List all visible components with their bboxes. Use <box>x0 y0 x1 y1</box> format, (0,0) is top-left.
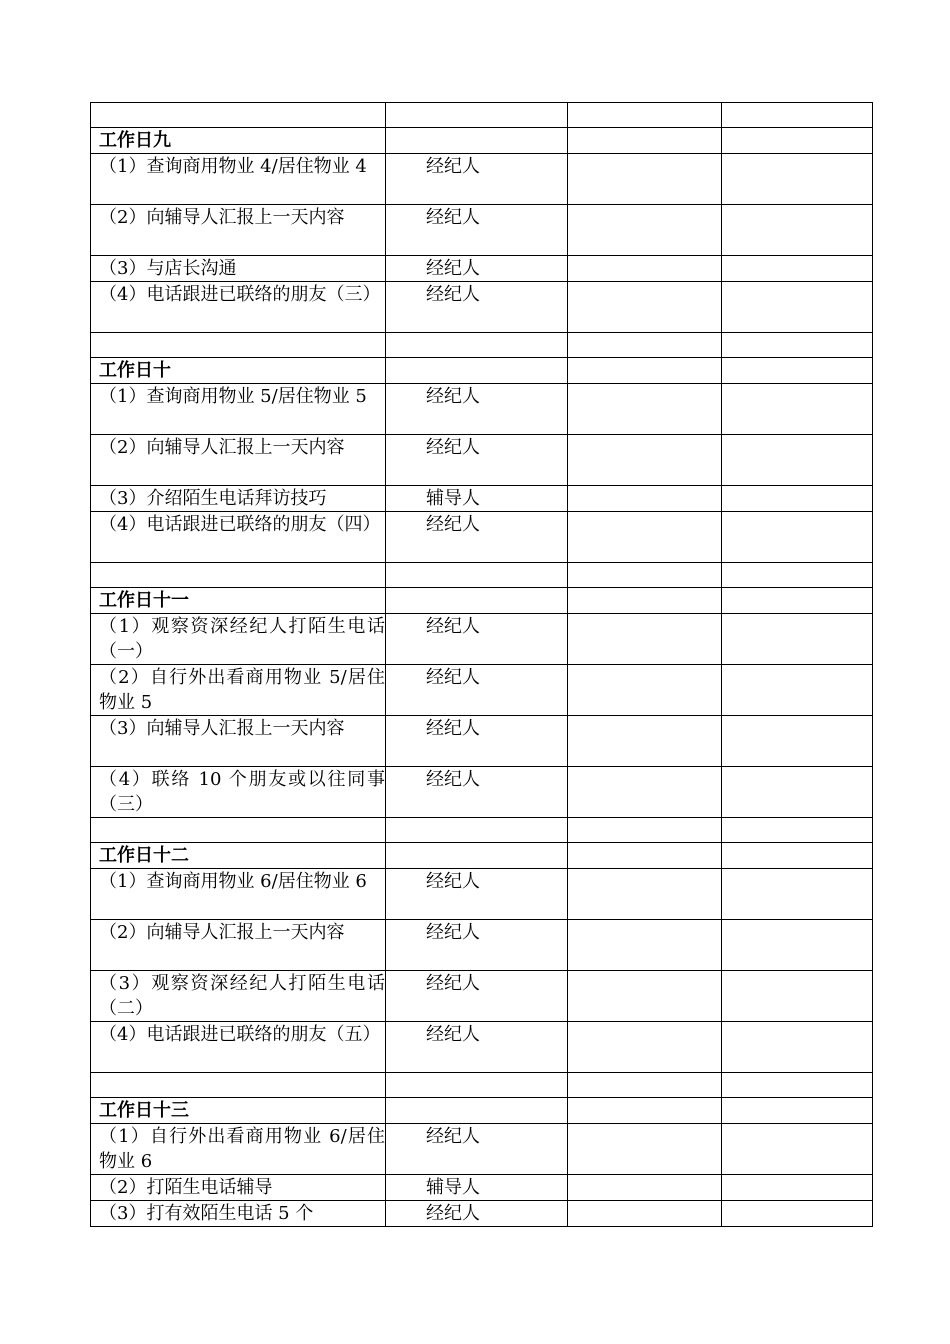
day-title: 工作日九 <box>91 128 386 154</box>
responsible-cell: 经纪人 <box>386 154 568 205</box>
responsible-cell <box>386 128 568 154</box>
responsible-cell: 辅导人 <box>386 1175 568 1201</box>
empty-cell <box>722 384 873 435</box>
task-row <box>91 614 873 665</box>
day-header-row <box>91 588 873 614</box>
empty-cell <box>568 920 722 971</box>
empty-cell <box>568 358 722 384</box>
empty-cell <box>722 563 873 588</box>
empty-cell <box>722 1098 873 1124</box>
schedule-body <box>91 103 873 1227</box>
task-cell: （4）电话跟进已联络的朋友（五） <box>91 1022 386 1073</box>
task-cell: （2）自行外出看商用物业 5/居住物业 5 <box>91 665 386 716</box>
empty-cell <box>568 614 722 665</box>
task-row <box>91 716 873 767</box>
task-row <box>91 282 873 333</box>
empty-cell <box>568 665 722 716</box>
task-cell <box>91 333 386 358</box>
task-row <box>91 920 873 971</box>
empty-cell <box>722 333 873 358</box>
task-cell: （3）向辅导人汇报上一天内容 <box>91 716 386 767</box>
task-cell: （1）查询商用物业 6/居住物业 6 <box>91 869 386 920</box>
task-row <box>91 512 873 563</box>
day-title: 工作日十二 <box>91 843 386 869</box>
empty-cell <box>722 767 873 818</box>
responsible-cell <box>386 588 568 614</box>
task-cell: （1）观察资深经纪人打陌生电话（一） <box>91 614 386 665</box>
training-schedule-table <box>90 102 873 1227</box>
task-cell: （2）向辅导人汇报上一天内容 <box>91 920 386 971</box>
empty-cell <box>722 869 873 920</box>
empty-cell <box>722 665 873 716</box>
spacer-row <box>91 818 873 843</box>
empty-cell <box>722 205 873 256</box>
empty-cell <box>722 1073 873 1098</box>
day-title: 工作日十 <box>91 358 386 384</box>
day-header-row <box>91 358 873 384</box>
empty-cell <box>568 486 722 512</box>
empty-cell <box>568 1124 722 1175</box>
empty-cell <box>568 512 722 563</box>
empty-cell <box>568 588 722 614</box>
task-cell: （3）观察资深经纪人打陌生电话（二） <box>91 971 386 1022</box>
empty-cell <box>722 1201 873 1227</box>
day-title: 工作日十一 <box>91 588 386 614</box>
responsible-cell: 经纪人 <box>386 869 568 920</box>
empty-cell <box>568 767 722 818</box>
task-cell: （1）查询商用物业 4/居住物业 4 <box>91 154 386 205</box>
responsible-cell <box>386 103 568 128</box>
empty-cell <box>568 1098 722 1124</box>
empty-cell <box>568 256 722 282</box>
task-cell <box>91 818 386 843</box>
empty-cell <box>568 333 722 358</box>
empty-cell <box>722 154 873 205</box>
day-title: 工作日十三 <box>91 1098 386 1124</box>
day-header-row <box>91 843 873 869</box>
empty-cell <box>722 358 873 384</box>
task-cell: （3）与店长沟通 <box>91 256 386 282</box>
empty-cell <box>722 716 873 767</box>
empty-cell <box>722 1124 873 1175</box>
empty-cell <box>568 384 722 435</box>
empty-cell <box>568 128 722 154</box>
day-header-row <box>91 1098 873 1124</box>
task-cell: （1）自行外出看商用物业 6/居住物业 6 <box>91 1124 386 1175</box>
empty-cell <box>568 1073 722 1098</box>
empty-cell <box>722 843 873 869</box>
empty-cell <box>568 1175 722 1201</box>
responsible-cell: 经纪人 <box>386 767 568 818</box>
responsible-cell: 经纪人 <box>386 971 568 1022</box>
empty-cell <box>568 563 722 588</box>
task-row <box>91 435 873 486</box>
responsible-cell <box>386 333 568 358</box>
spacer-row <box>91 333 873 358</box>
responsible-cell <box>386 1073 568 1098</box>
empty-cell <box>568 1201 722 1227</box>
empty-cell <box>568 843 722 869</box>
task-row <box>91 205 873 256</box>
responsible-cell: 经纪人 <box>386 716 568 767</box>
responsible-cell: 经纪人 <box>386 1201 568 1227</box>
empty-cell <box>722 256 873 282</box>
empty-cell <box>722 282 873 333</box>
empty-cell <box>568 103 722 128</box>
task-cell: （3）打有效陌生电话 5 个 <box>91 1201 386 1227</box>
responsible-cell: 经纪人 <box>386 205 568 256</box>
task-row <box>91 1175 873 1201</box>
task-cell <box>91 103 386 128</box>
task-cell: （4）电话跟进已联络的朋友（三） <box>91 282 386 333</box>
responsible-cell: 辅导人 <box>386 486 568 512</box>
empty-cell <box>568 154 722 205</box>
empty-cell <box>722 920 873 971</box>
empty-cell <box>722 1175 873 1201</box>
responsible-cell: 经纪人 <box>386 665 568 716</box>
task-row <box>91 1022 873 1073</box>
spacer-row <box>91 1073 873 1098</box>
empty-cell <box>568 818 722 843</box>
day-header-row <box>91 128 873 154</box>
empty-cell <box>722 512 873 563</box>
empty-cell <box>568 282 722 333</box>
task-cell <box>91 563 386 588</box>
responsible-cell: 经纪人 <box>386 1124 568 1175</box>
task-row <box>91 384 873 435</box>
task-row <box>91 154 873 205</box>
responsible-cell: 经纪人 <box>386 512 568 563</box>
task-row <box>91 665 873 716</box>
task-cell <box>91 1073 386 1098</box>
empty-cell <box>568 205 722 256</box>
responsible-cell <box>386 358 568 384</box>
spacer-row <box>91 103 873 128</box>
responsible-cell <box>386 563 568 588</box>
responsible-cell: 经纪人 <box>386 435 568 486</box>
task-cell: （2）向辅导人汇报上一天内容 <box>91 205 386 256</box>
responsible-cell: 经纪人 <box>386 920 568 971</box>
task-row <box>91 767 873 818</box>
responsible-cell: 经纪人 <box>386 282 568 333</box>
empty-cell <box>568 1022 722 1073</box>
task-cell: （2）打陌生电话辅导 <box>91 1175 386 1201</box>
spacer-row <box>91 563 873 588</box>
responsible-cell <box>386 1098 568 1124</box>
empty-cell <box>722 435 873 486</box>
responsible-cell <box>386 818 568 843</box>
responsible-cell: 经纪人 <box>386 384 568 435</box>
task-row <box>91 256 873 282</box>
task-cell: （1）查询商用物业 5/居住物业 5 <box>91 384 386 435</box>
task-cell: （4）电话跟进已联络的朋友（四） <box>91 512 386 563</box>
empty-cell <box>722 818 873 843</box>
empty-cell <box>722 128 873 154</box>
responsible-cell <box>386 843 568 869</box>
empty-cell <box>568 716 722 767</box>
responsible-cell: 经纪人 <box>386 256 568 282</box>
task-row <box>91 486 873 512</box>
responsible-cell: 经纪人 <box>386 614 568 665</box>
empty-cell <box>722 103 873 128</box>
empty-cell <box>568 971 722 1022</box>
task-cell: （3）介绍陌生电话拜访技巧 <box>91 486 386 512</box>
empty-cell <box>722 971 873 1022</box>
task-row <box>91 1124 873 1175</box>
empty-cell <box>722 614 873 665</box>
task-row <box>91 1201 873 1227</box>
empty-cell <box>568 869 722 920</box>
empty-cell <box>568 435 722 486</box>
empty-cell <box>722 486 873 512</box>
task-row <box>91 869 873 920</box>
empty-cell <box>722 588 873 614</box>
responsible-cell: 经纪人 <box>386 1022 568 1073</box>
empty-cell <box>722 1022 873 1073</box>
task-cell: （2）向辅导人汇报上一天内容 <box>91 435 386 486</box>
task-cell: （4）联络 10 个朋友或以往同事（三） <box>91 767 386 818</box>
task-row <box>91 971 873 1022</box>
